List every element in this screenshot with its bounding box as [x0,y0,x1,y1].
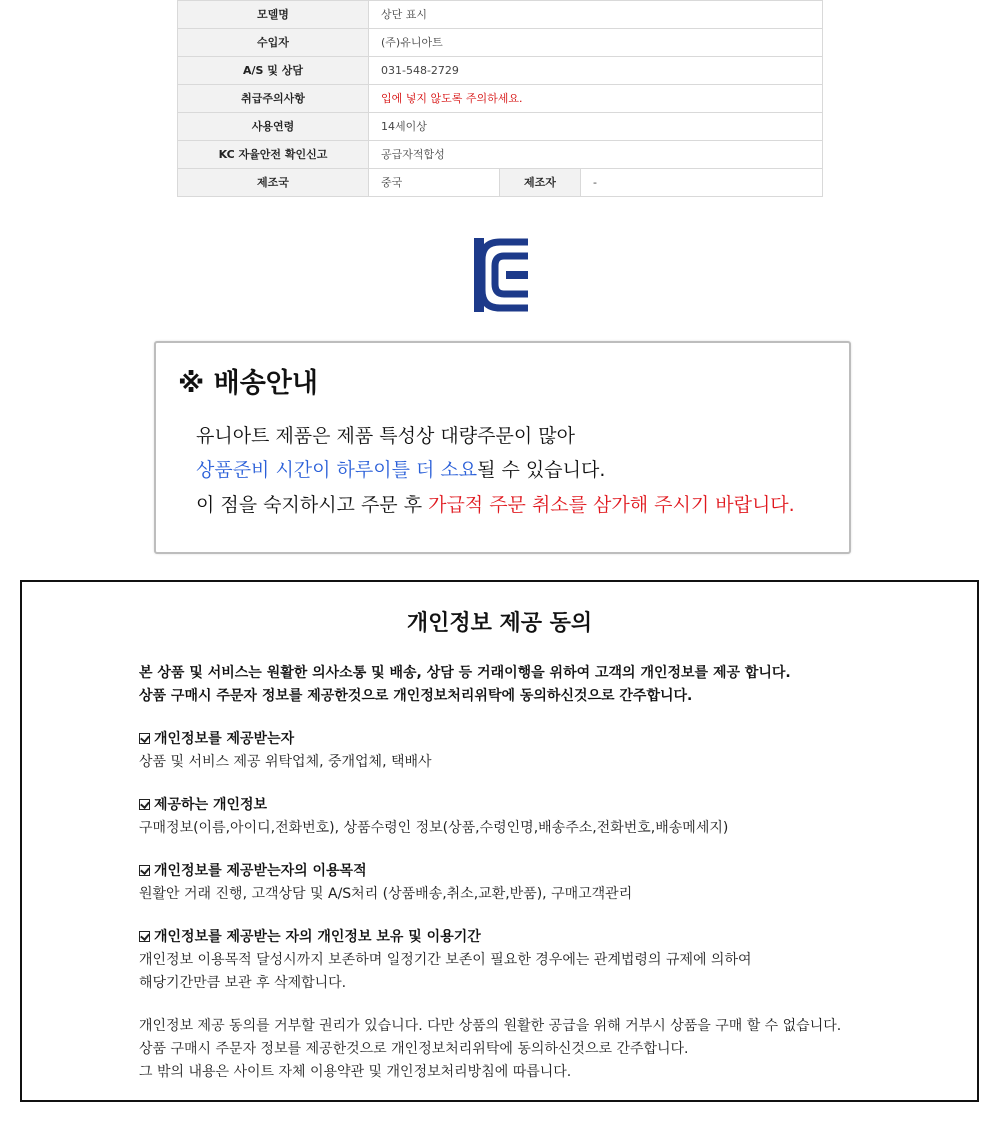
checkbox-icon [139,931,150,942]
row-value: (주)유니아트 [369,29,823,57]
table-row [178,1,823,29]
privacy-section-text: 구매정보(이름,아이디,전화번호), 상품수령인 정보(상품,수령인명,배송주소,전화번호,배송메세지) [139,820,729,836]
row-label: KC 자율안전 확인신고 [178,141,369,169]
product-info-table [177,0,823,197]
notice-text: 유니아트 제품은 제품 특성상 대량주문이 많아 [196,425,575,447]
row-label: 제조국 [178,169,369,197]
row-value: - [581,169,823,197]
notice-text: 이 점을 숙지하시고 주문 후 [196,494,429,516]
notice-text: 될 수 있습니다. [477,459,606,481]
row-label: 수입자 [178,29,369,57]
delivery-notice-line [196,490,795,517]
privacy-intro: 본 상품 및 서비스는 원활한 의사소통 및 배송, 상담 등 거래이행을 위하여 고객의 개인정보를 제공 합니다. [139,665,791,681]
row-value: 14세이상 [369,113,823,141]
privacy-section-text: 원활안 거래 진행, 고객상담 및 A/S처리 (상품배송,취소,교환,반품), 구매고객관리 [139,886,633,902]
row-value-warning: 입에 넣지 않도록 주의하세요. [369,85,823,113]
privacy-consent-box [20,580,979,1102]
row-label: 제조자 [500,169,581,197]
row-label: 취급주의사항 [178,85,369,113]
delivery-notice-line [196,455,605,482]
notice-highlight-blue: 상품준비 시간이 하루이틀 더 소요 [196,459,478,481]
privacy-section-text: 개인정보 이용목적 달성시까지 보존하며 일정기간 보존이 필요한 경우에는 관계법령의 규제에 의하여 [139,952,752,968]
notice-highlight-red: 가급적 주문 취소를 삼가해 주시기 바랍니다. [428,494,795,516]
row-value: 공급자적합성 [369,141,823,169]
privacy-section-heading [139,728,294,748]
checkbox-icon [139,799,150,810]
privacy-title: 개인정보 제공 동의 [406,611,593,636]
privacy-footer-text: 개인정보 제공 동의를 거부할 권리가 있습니다. 다만 상품의 원활한 공급을 위해 거부시 상품을 구매 할 수 없습니다. [139,1018,842,1034]
table-row [178,113,823,141]
row-label: A/S 및 상담 [178,57,369,85]
row-value: 031-548-2729 [369,57,823,85]
section-heading-text: 개인정보를 제공받는 자의 개인정보 보유 및 이용기간 [154,929,481,945]
table-row [178,141,823,169]
section-heading-text: 제공하는 개인정보 [154,797,268,813]
privacy-intro: 상품 구매시 주문자 정보를 제공한것으로 개인정보처리위탁에 동의하신것으로 간주합니다. [139,688,693,704]
delivery-notice-box [154,341,851,554]
delivery-notice-line [196,421,575,448]
delivery-notice-title: ※ 배송안내 [178,368,318,399]
row-label: 사용연령 [178,113,369,141]
privacy-section-heading [139,860,367,880]
table-row [178,169,823,197]
checkbox-icon [139,865,150,876]
section-heading-text: 개인정보를 제공받는자 [154,731,295,747]
privacy-section-heading [139,794,267,814]
row-label: 모델명 [178,1,369,29]
table-row [178,57,823,85]
privacy-section-text: 상품 및 서비스 제공 위탁업체, 중개업체, 택배사 [139,754,432,770]
privacy-footer-text: 그 밖의 내용은 사이트 자체 이용약관 및 개인정보처리방침에 따릅니다. [139,1064,572,1080]
table-row [178,85,823,113]
table-row [178,29,823,57]
checkbox-icon [139,733,150,744]
section-heading-text: 개인정보를 제공받는자의 이용목적 [154,863,367,879]
privacy-section-heading [139,926,481,946]
row-value: 상단 표시 [369,1,823,29]
privacy-footer-text: 상품 구매시 주문자 정보를 제공한것으로 개인정보처리위탁에 동의하신것으로 간주합니다. [139,1041,689,1057]
row-value: 중국 [369,169,500,197]
kc-certification-mark-icon [474,238,530,312]
privacy-section-text: 해당기간만큼 보관 후 삭제합니다. [139,975,347,991]
